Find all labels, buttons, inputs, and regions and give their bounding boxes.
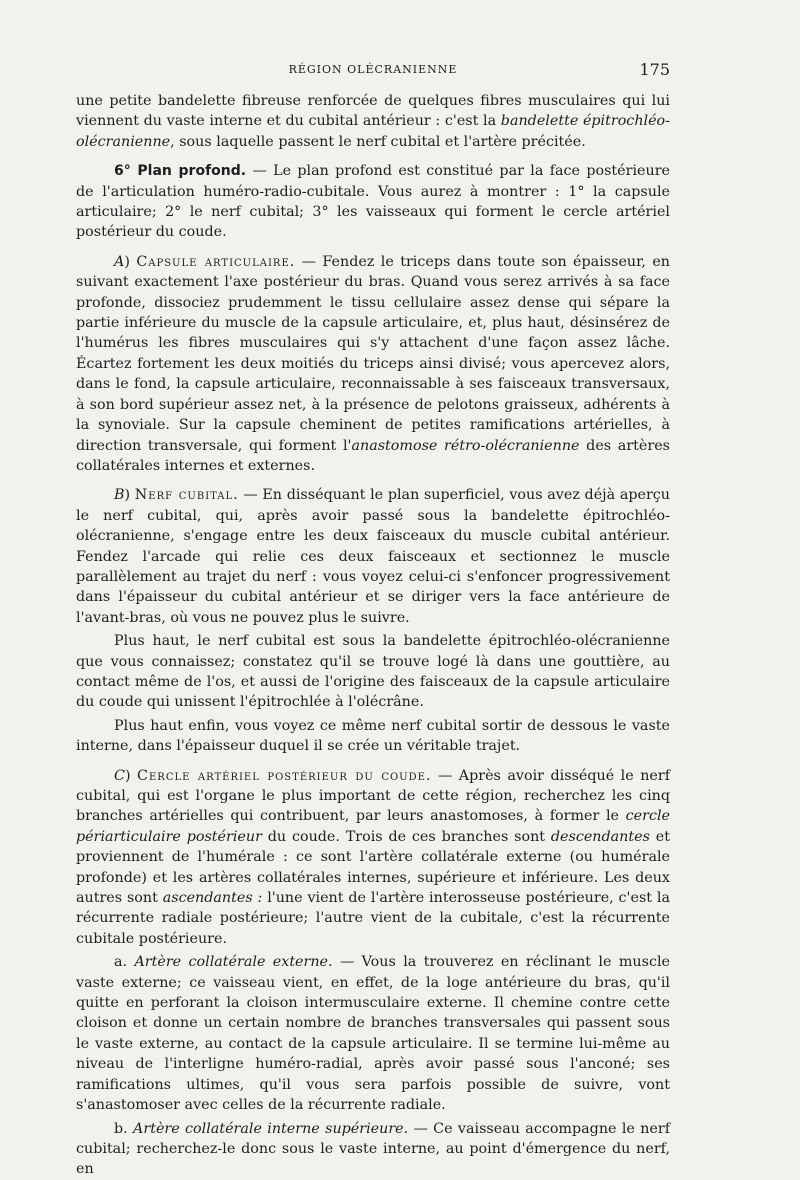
section-heading: 6° Plan profond. bbox=[114, 163, 247, 180]
subsection-letter: B bbox=[114, 487, 125, 504]
subsection-title: Nerf cubital. bbox=[134, 487, 239, 504]
text-span: et proviennent de l'humérale : ce sont l'artère collatérale externe (ou humérale profonde) et les artères collatérales internes, supérieure et inférieure. Les deux autres sont bbox=[76, 828, 670, 907]
paragraph-cercle: C) Cercle artériel postérieur du coude. — Après avoir disséqué le nerf cubital, qui est l'organe le plus important de cette région, recherchez les cinq branches artérielles qui contribuent, par leurs anastomoses, à former le cercle périarticulaire postérieur du coude. Trois de ces branches sont descendantes et proviennent de l'humérale : ce sont l'artère collatérale externe (ou humérale profonde) et les artères collatérales internes, supérieure et inférieure. Les deux autres sont ascendantes : l'une vient de l'artère interosseuse postérieure, c'est la récurrente radiale postérieure; l'autre vient de la cubitale, c'est la récurrente cubitale postérieure. bbox=[76, 767, 671, 947]
paragraph-artere-externe bbox=[76, 952, 670, 1115]
text-span: — Fendez le triceps dans toute son épaisseur, en suivant exactement l'axe postérieur du bras. Quand vous serez arrivés à sa face profonde, dissociez prudemment le tissu cellulaire assez dense qui sépare la partie inférieure du muscle de la capsule articulaire, et, plus haut, désinsérez de l'humérus les fibres musculaires qui s'y attachent d'une façon assez lâche. Écartez fortement les deux moitiés du triceps ainsi divisé; vous apercevez alors, dans le fond, la capsule articulaire, reconnaissable à ses faisceaux transversaux, à son bord supérieur assez net, à la présence de pelotons graisseux, adhérents à la synoviale. Sur la capsule cheminent de petites ramifications artérielles, à direction transversale, qui forment l' bbox=[76, 253, 670, 454]
item-title: Artère collatérale externe. bbox=[134, 954, 333, 971]
item-letter: a. bbox=[114, 954, 128, 971]
paragraph: Plus haut, le nerf cubital est sous la bandelette épitrochléo-olécranienne que vous connaissez; constatez qu'il se trouve logé là dans une gouttière, au contact même de l'os, et aussi de l'origine des faisceaux de la capsule articulaire du coude qui unissent l'épitrochlée à l'olécrâne. bbox=[76, 633, 670, 711]
page-number: 175 bbox=[639, 60, 670, 79]
item-title: Artère collatérale interne supérieure. bbox=[133, 1120, 409, 1137]
paragraph-plan-profond bbox=[76, 161, 670, 243]
item-letter: b. bbox=[114, 1120, 128, 1137]
subsection-title: Cercle artériel postérieur du coude. bbox=[137, 767, 432, 784]
body-text bbox=[76, 91, 670, 1180]
paragraph-capsule: A) Capsule articulaire. — Fendez le triceps dans toute son épaisseur, en suivant exactement l'axe postérieur du bras. Quand vous serez arrivés à sa face profonde, dissociez prudemment le tissu cellulaire assez dense qui sépare la partie inférieure du muscle de la capsule articulaire, et, plus haut, désinsérez de l'humérus les fibres musculaires qui s'y attachent d'une façon assez lâche. Écartez fortement les deux moitiés du triceps ainsi divisé; vous apercevez alors, dans le fond, la capsule articulaire, reconnaissable à ses faisceaux transversaux, à son bord supérieur assez net, à la présence de pelotons graisseux, adhérents à la synoviale. Sur la capsule cheminent de petites ramifications artérielles, à direction transversale, qui forment l'anastomose rétro-olécranienne des artères collatérales internes et externes. bbox=[76, 253, 670, 474]
text-span: l'une vient de l'artère interosseuse postérieure, c'est la récurrente radiale postérieure; l'autre vient de la cubitale, c'est la récurrente cubitale postérieure. bbox=[76, 890, 670, 947]
text-span: une petite bandelette fibreuse renforcée de quelques fibres musculaires qui lui viennent du vaste interne et du cubital antérieur : c'est la bbox=[76, 93, 670, 130]
subsection-letter: A bbox=[114, 253, 125, 270]
text-span: — Le plan profond est constitué par la face postérieure de l'articulation huméro-radio-cubitale. Vous aurez à montrer : 1° la capsule articulaire; 2° le nerf cubital; 3° les vaisseaux qui forment le cercle artériel postérieur du coude. bbox=[76, 163, 670, 241]
italic-term: descendantes bbox=[550, 828, 650, 845]
paragraph: Plus haut enfin, vous voyez ce même nerf cubital sortir de dessous le vaste interne, dans l'épaisseur duquel il se crée un véritable trajet. bbox=[76, 717, 670, 755]
text-span: — Vous la trouverez en réclinant le muscle vaste externe; ce vaisseau vient, en effet, de la loge antérieure du bras, qu'il quitte en perforant la cloison intermusculaire externe. Il chemine contre cette cloison et donne un certain nombre de branches transversales qui passent sous le vaste externe, au contact de la capsule articulaire. Il se termine lui-même au niveau de l'interligne huméro-radial, après avoir passé sous l'anconé; ses ramifications ultimes, qu'il vous sera parfois possible de suivre, vont s'anastomoser avec celles de la récurrente radiale. bbox=[76, 954, 670, 1114]
running-title: RÉGION OLÉCRANIENNE bbox=[288, 63, 458, 76]
italic-term: ascendantes : bbox=[162, 890, 263, 907]
italic-term: bandelette épitrochléo-olécranienne bbox=[76, 113, 670, 150]
subsection-letter: C bbox=[114, 767, 125, 784]
text-span: — En disséquant le plan superficiel, vous avez déjà aperçu le nerf cubital, qui, après avoir passé sous la bandelette épitrochléo-olécranienne, s'engage entre les deux faisceaux du muscle cubital antérieur. Fendez l'arcade qui relie ces deux faisceaux et sectionnez le muscle parallèlement au trajet du nerf : vous voyez celui-ci s'enfoncer progressivement dans l'épaisseur du cubital antérieur et se diriger vers la face antérieure de l'avant-bras, où vous ne pouvez plus le suivre. bbox=[76, 487, 671, 626]
paragraph-artere-interne bbox=[76, 1119, 670, 1180]
paragraph-nerf-cubital: B) Nerf cubital. — En disséquant le plan superficiel, vous avez déjà aperçu le nerf cubital, qui, après avoir passé sous la bandelette épitrochléo-olécranienne, s'engage entre les deux faisceaux du muscle cubital antérieur. Fendez l'arcade qui relie ces deux faisceaux et sectionnez le muscle parallèlement au trajet du nerf : vous voyez celui-ci s'enfoncer progressivement dans l'épaisseur du cubital antérieur et se diriger vers la face antérieure de l'avant-bras, où vous ne pouvez plus le suivre. bbox=[76, 487, 671, 626]
text-span: du coude. Trois de ces branches sont bbox=[261, 828, 551, 845]
italic-term: cercle périarticulaire postérieur bbox=[76, 808, 670, 845]
italic-term: anastomose rétro-olécranienne bbox=[351, 437, 580, 454]
subsection-title: Capsule articulaire. bbox=[136, 253, 296, 270]
text-span: des artères collatérales internes et externes. bbox=[76, 437, 670, 474]
text-span: — Ce vaisseau accompagne le nerf cubital; recherchez-le donc sous le vaste interne, au point d'émergence du nerf, en bbox=[76, 1120, 670, 1178]
text-span: , sous laquelle passent le nerf cubital et l'artère précitée. bbox=[170, 133, 586, 150]
paragraph-continuation bbox=[76, 91, 670, 152]
text-span: — Après avoir disséqué le nerf cubital, qui est l'organe le plus important de cette région, recherchez les cinq branches artérielles qui contribuent, par leurs anastomoses, à former le bbox=[76, 767, 671, 825]
running-head bbox=[76, 60, 670, 82]
